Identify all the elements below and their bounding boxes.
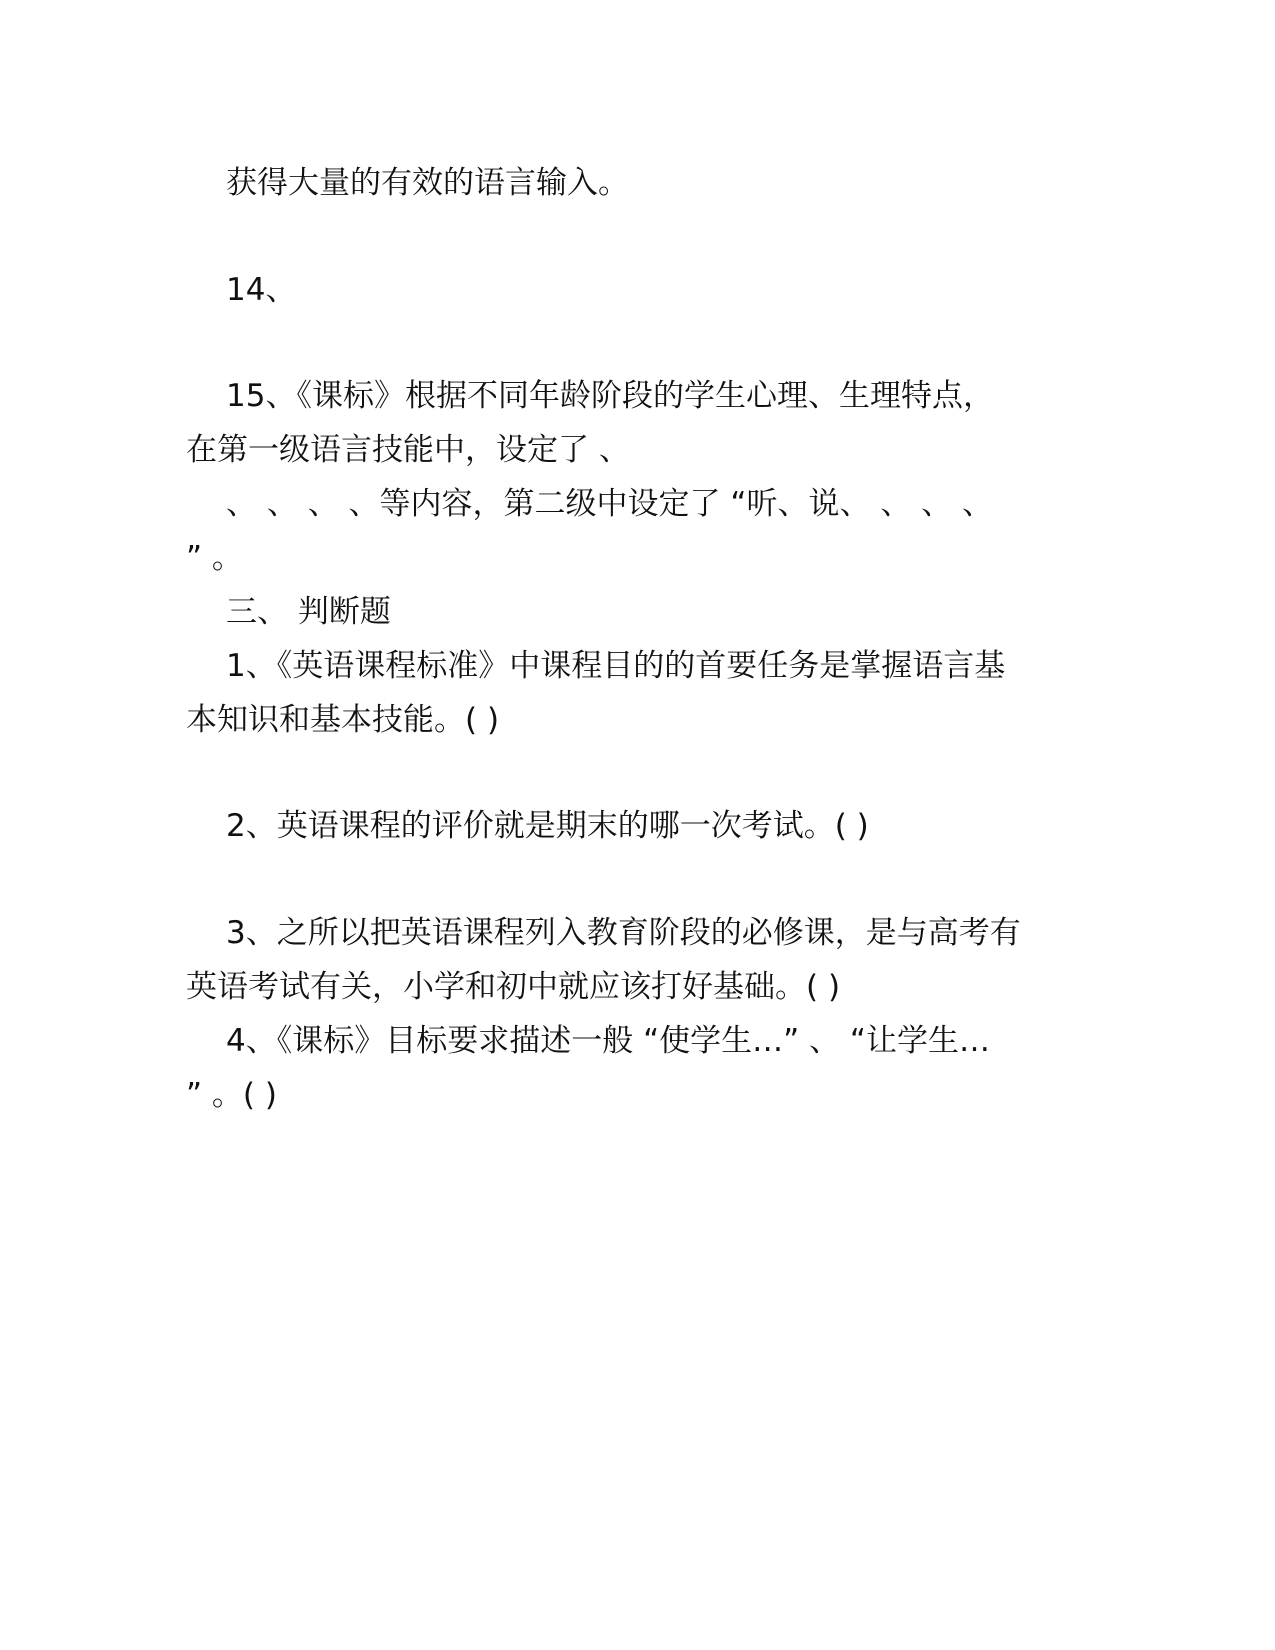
judge-question-2: 2、英语课程的评价就是期末的哪一次考试。( ) — [226, 808, 869, 844]
judge-question-1-line-1: 1、《英语课程标准》中课程目的的首要任务是掌握语言基 — [226, 648, 1006, 684]
question-15-line-3: 、 、 、 、等内容，第二级中设定了 “听、说、 、 、 、 — [226, 486, 994, 522]
question-15-line-4: ” 。 — [186, 540, 243, 576]
question-15-line-1: 15、《课标》根据不同年龄阶段的学生心理、生理特点， — [226, 378, 994, 414]
judge-question-4-line-2: ” 。( ) — [186, 1077, 277, 1113]
judge-question-1-line-2: 本知识和基本技能。( ) — [186, 702, 500, 738]
section-heading-true-false: 三、 判断题 — [226, 594, 391, 630]
judge-question-3-line-1: 3、之所以把英语课程列入教育阶段的必修课，是与高考有 — [226, 915, 1021, 951]
judge-question-4-line-1: 4、《课标》目标要求描述一般 “使学生…” 、 “让学生… — [226, 1023, 990, 1059]
judge-question-3-line-2: 英语考试有关，小学和初中就应该打好基础。( ) — [186, 969, 841, 1005]
question-14: 14、 — [226, 272, 297, 308]
question-15-line-2: 在第一级语言技能中，设定了 、 — [186, 432, 630, 468]
text-line-carryover: 获得大量的有效的语言输入。 — [226, 165, 629, 201]
